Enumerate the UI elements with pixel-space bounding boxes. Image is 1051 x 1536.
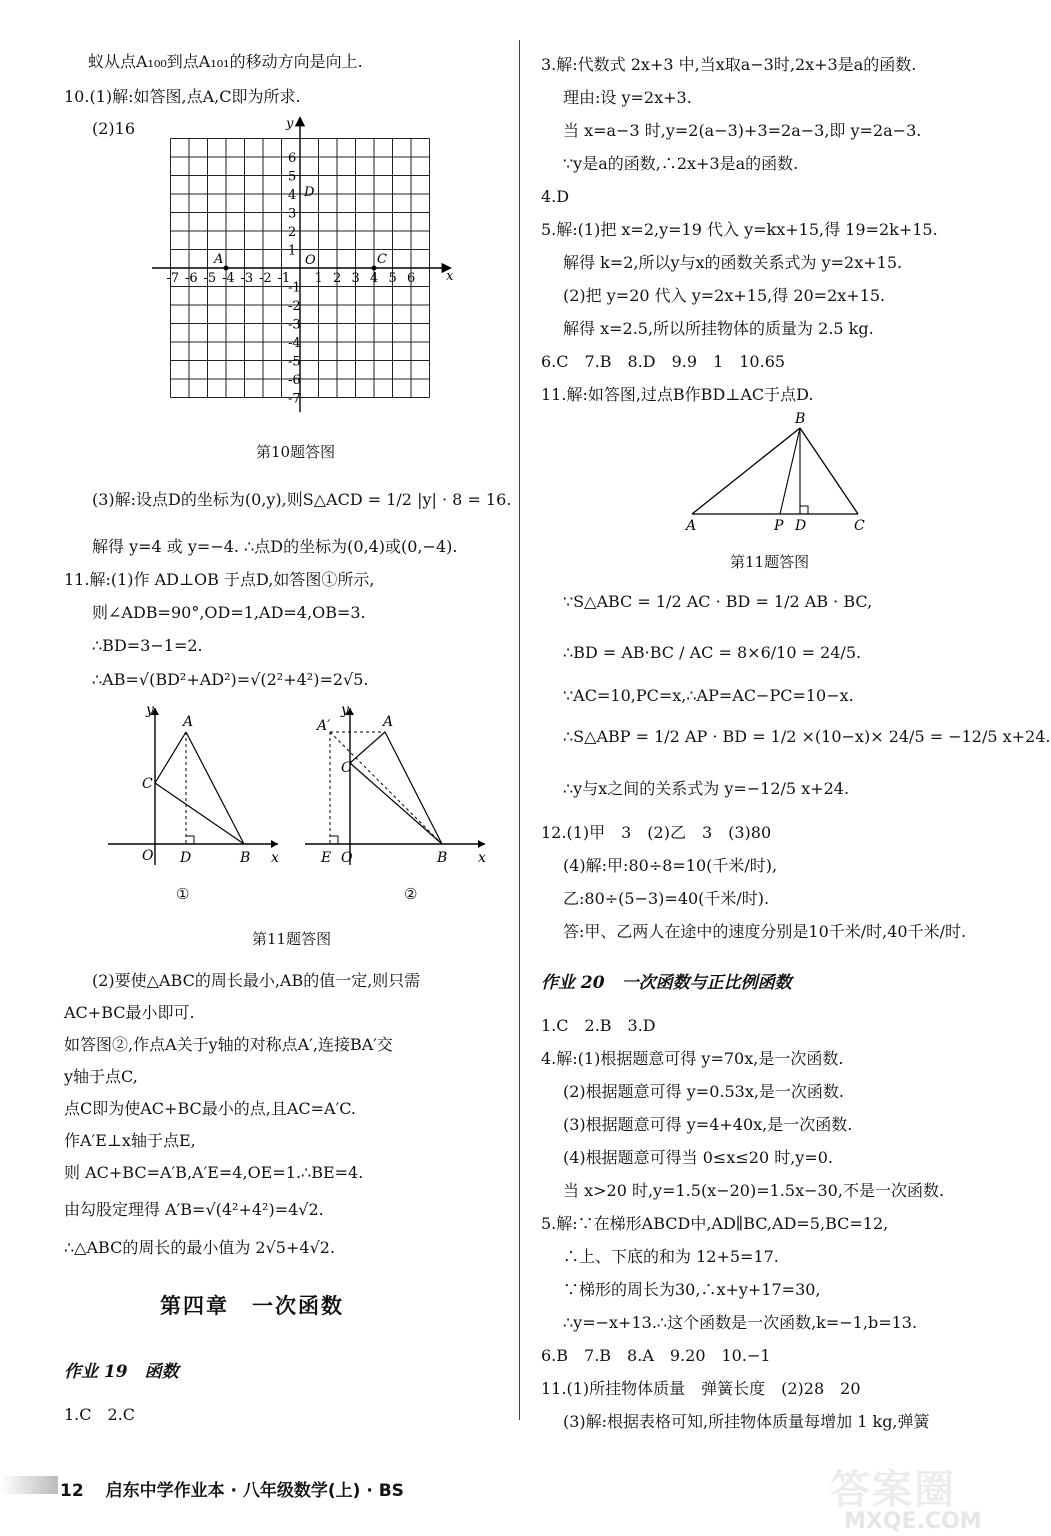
text-line: ∴S△ABP = 1/2 AP · BD = 1/2 ×(10−x)× 24/5 = −12/5 x+24. <box>563 727 1051 746</box>
text-line: 点C即为使AC+BC最小的点,且AC=A′C. <box>64 1099 356 1118</box>
point-a <box>224 266 229 271</box>
text-line: 10.(1)解:如答图,点A,C即为所求. <box>64 87 301 106</box>
svg-text:B: B <box>240 850 251 866</box>
x-axis-label: x <box>446 269 454 284</box>
text-line: ∴y与x之间的关系式为 y=−12/5 x+24. <box>563 779 850 798</box>
fig11-label-1: ① <box>176 885 190 903</box>
svg-text:D: D <box>795 518 807 534</box>
chapter-title: 第四章 一次函数 <box>160 1293 344 1318</box>
svg-text:P: P <box>774 518 784 534</box>
watermark-text: 答案圈 <box>830 1467 956 1513</box>
page-footer <box>60 1476 404 1501</box>
text-line: 3.解:代数式 2x+3 中,当x取a−3时,2x+3是a的函数. <box>541 55 917 74</box>
text-line: 解得 y=4 或 y=−4. ∴点D的坐标为(0,4)或(0,−4). <box>92 537 458 556</box>
y-tick-label: 5 <box>288 169 297 185</box>
text-line: 11.解:如答图,过点B作BD⊥AC于点D. <box>541 385 814 404</box>
svg-text:A: A <box>686 518 697 534</box>
svg-text:E: E <box>321 850 332 866</box>
origin-label: O <box>305 253 316 268</box>
text-line: 1.C 2.B 3.D <box>541 1016 656 1035</box>
watermark-logo <box>830 1458 1000 1534</box>
point-d-label: D <box>304 185 315 200</box>
text-line: ∵梯形的周长为30,∴x+y+17=30, <box>563 1280 821 1299</box>
x-tick-label: -6 <box>185 271 198 286</box>
text-line: y轴于点C, <box>64 1067 138 1086</box>
text-line: ∴△ABC的周长的最小值为 2√5+4√2. <box>64 1238 336 1257</box>
svg-text:C: C <box>142 776 153 792</box>
x-tick-label: -2 <box>259 271 272 286</box>
y-tick-label: 1 <box>288 243 297 259</box>
text-line: (2)要使△ABC的周长最小,AB的值一定,则只需 <box>92 971 421 990</box>
x-tick-label: 2 <box>333 271 342 286</box>
text-line: (2)根据题意可得 y=0.53x,是一次函数. <box>563 1082 845 1101</box>
y-axis-label: y <box>286 116 294 132</box>
svg-text:x: x <box>271 850 279 866</box>
svg-text:A: A <box>383 714 394 730</box>
text-line: ∴BD = AB·BC / AC = 8×6/10 = 24/5. <box>563 643 862 662</box>
text-line: (3)解:根据表格可知,所挂物体质量每增加 1 kg,弹簧 <box>563 1412 930 1431</box>
y-tick-label: -7 <box>288 391 301 407</box>
text-line: 解得 x=2.5,所以所挂物体的质量为 2.5 kg. <box>563 319 874 338</box>
x-tick-label: -7 <box>166 271 180 286</box>
text-line: 解得 k=2,所以y与x的函数关系式为 y=2x+15. <box>563 253 903 272</box>
text-line: ∴AB=√(BD²+AD²)=√(2²+4²)=2√5. <box>92 670 369 689</box>
text-line: (2)把 y=20 代入 y=2x+15,得 20=2x+15. <box>563 286 886 305</box>
x-tick-label: -3 <box>240 271 254 286</box>
text-line: AC+BC最小即可. <box>64 1003 195 1022</box>
text-line: ∵y是a的函数,∴2x+3是a的函数. <box>563 154 799 173</box>
y-tick-label: 6 <box>288 151 297 166</box>
hw19-title: 作业 19 函数 <box>64 1362 179 1382</box>
hw19-answers: 1.C 2.C <box>64 1405 136 1424</box>
x-tick-label: -1 <box>277 271 291 286</box>
text-line: 4.解:(1)根据题意可得 y=70x,是一次函数. <box>541 1049 844 1068</box>
point-a-label: A <box>214 252 224 267</box>
y-tick-label: 3 <box>288 206 297 222</box>
x-tick-label: 1 <box>314 271 323 286</box>
x-tick-label: 5 <box>388 271 397 286</box>
book-title: 启东中学作业本 · 八年级数学(上) · BS <box>105 1481 404 1501</box>
text-line: ∴上、下底的和为 12+5=17. <box>563 1247 779 1266</box>
text-line: ∵AC=10,PC=x,∴AP=AC−PC=10−x. <box>563 686 854 705</box>
text-line: 则 AC+BC=A′B,A′E=4,OE=1.∴BE=4. <box>64 1163 364 1182</box>
svg-text:y: y <box>341 702 349 718</box>
text-line: ∴y=−x+13.∴这个函数是一次函数,k=−1,b=13. <box>563 1313 918 1332</box>
point-c-label: C <box>377 252 387 267</box>
page-number: 12 <box>60 1481 84 1501</box>
text-line: 5.解:∵在梯形ABCD中,AD∥BC,AD=5,BC=12, <box>541 1214 889 1233</box>
y-tick-label: -5 <box>288 354 301 370</box>
fig11-caption: 第11题答图 <box>252 930 332 948</box>
text-line: 4.D <box>541 187 570 206</box>
column-divider <box>519 40 520 1420</box>
text-line: 如答图②,作点A关于y轴的对称点A′,连接BA′交 <box>64 1035 393 1054</box>
svg-text:D: D <box>180 850 192 866</box>
text-line: 6.C 7.B 8.D 9.9 1 10.65 <box>541 352 786 371</box>
y-tick-label: -2 <box>288 299 301 314</box>
text-line: (3)根据题意可得 y=4+40x,是一次函数. <box>563 1115 853 1134</box>
text-line: 12.(1)甲 3 (2)乙 3 (3)80 <box>541 823 772 842</box>
y-tick-label: -6 <box>288 373 301 388</box>
svg-text:B: B <box>437 850 448 866</box>
svg-text:C: C <box>854 518 865 534</box>
y-tick-label: -4 <box>288 336 301 351</box>
svg-text:C: C <box>341 760 352 776</box>
tri-caption: 第11题答图 <box>730 553 810 571</box>
text-line: 11.(1)所挂物体质量 弹簧长度 (2)28 20 <box>541 1379 861 1398</box>
point-c <box>372 266 377 271</box>
x-tick-label: 4 <box>370 271 379 286</box>
svg-text:A′: A′ <box>317 718 331 734</box>
text-line: 6.B 7.B 8.A 9.20 10.−1 <box>541 1346 771 1365</box>
grid-caption: 第10题答图 <box>256 443 336 461</box>
text-line: ∵S△ABC = 1/2 AC · BD = 1/2 AB · BC, <box>563 592 873 611</box>
y-tick-label: -1 <box>288 280 301 296</box>
text-line: 由勾股定理得 A′B=√(4²+4²)=4√2. <box>64 1200 324 1219</box>
x-tick-label: -5 <box>203 271 217 286</box>
coordinate-grid-figure <box>150 116 454 430</box>
text-line: 乙:80÷(5−3)=40(千米/时). <box>563 889 770 908</box>
text-line: 5.解:(1)把 x=2,y=19 代入 y=kx+15,得 19=2k+15. <box>541 220 938 239</box>
text-line: (3)解:设点D的坐标为(0,y),则S△ACD = 1/2 |y| · 8 = 16. <box>92 490 512 509</box>
x-tick-label: 6 <box>407 271 416 286</box>
text-line: 当 x=a−3 时,y=2(a−3)+3=2a−3,即 y=2a−3. <box>563 121 922 140</box>
y-tick-label: 2 <box>288 225 297 240</box>
y-axis-arrow <box>296 118 304 126</box>
text-line: 答:甲、乙两人在途中的速度分别是10千米/时,40千米/时. <box>563 922 967 941</box>
text-line: 作A′E⊥x轴于点E, <box>64 1131 196 1150</box>
y-tick-label: 4 <box>288 188 297 203</box>
text-line: 则∠ADB=90°,OD=1,AD=4,OB=3. <box>92 603 366 622</box>
text-line: (4)根据题意可得当 0≤x≤20 时,y=0. <box>563 1148 834 1167</box>
fig11-diagram-2 <box>305 700 495 870</box>
x-tick-label: -4 <box>222 271 235 286</box>
text-line: 当 x>20 时,y=1.5(x−20)=1.5x−30,不是一次函数. <box>563 1181 945 1200</box>
text-line: (4)解:甲:80÷8=10(千米/时), <box>563 856 778 875</box>
x-tick-label: 3 <box>351 271 360 286</box>
svg-text:y: y <box>146 702 154 718</box>
watermark-url: MXQE.COM <box>844 1509 982 1534</box>
text-line: 理由:设 y=2x+3. <box>563 88 692 107</box>
text-line: 11.解:(1)作 AD⊥OB 于点D,如答图①所示, <box>64 570 375 589</box>
text-line: (2)16 <box>92 119 136 138</box>
svg-text:O: O <box>142 848 154 864</box>
hw20-title: 作业 20 一次函数与正比例函数 <box>541 973 792 993</box>
svg-text:O: O <box>341 850 353 866</box>
fig11-diagram-1 <box>108 700 288 870</box>
fig11-label-2: ② <box>404 885 418 903</box>
svg-text:x: x <box>478 850 486 866</box>
text-line: ∴BD=3−1=2. <box>92 636 203 655</box>
svg-text:A: A <box>183 714 194 730</box>
svg-text:B: B <box>795 411 806 427</box>
footer-bar <box>0 1476 58 1494</box>
fig11-triangle <box>680 410 880 540</box>
y-tick-label: -3 <box>288 317 301 333</box>
text-line: 蚁从点A₁₀₀到点A₁₀₁的移动方向是向上. <box>88 52 363 71</box>
